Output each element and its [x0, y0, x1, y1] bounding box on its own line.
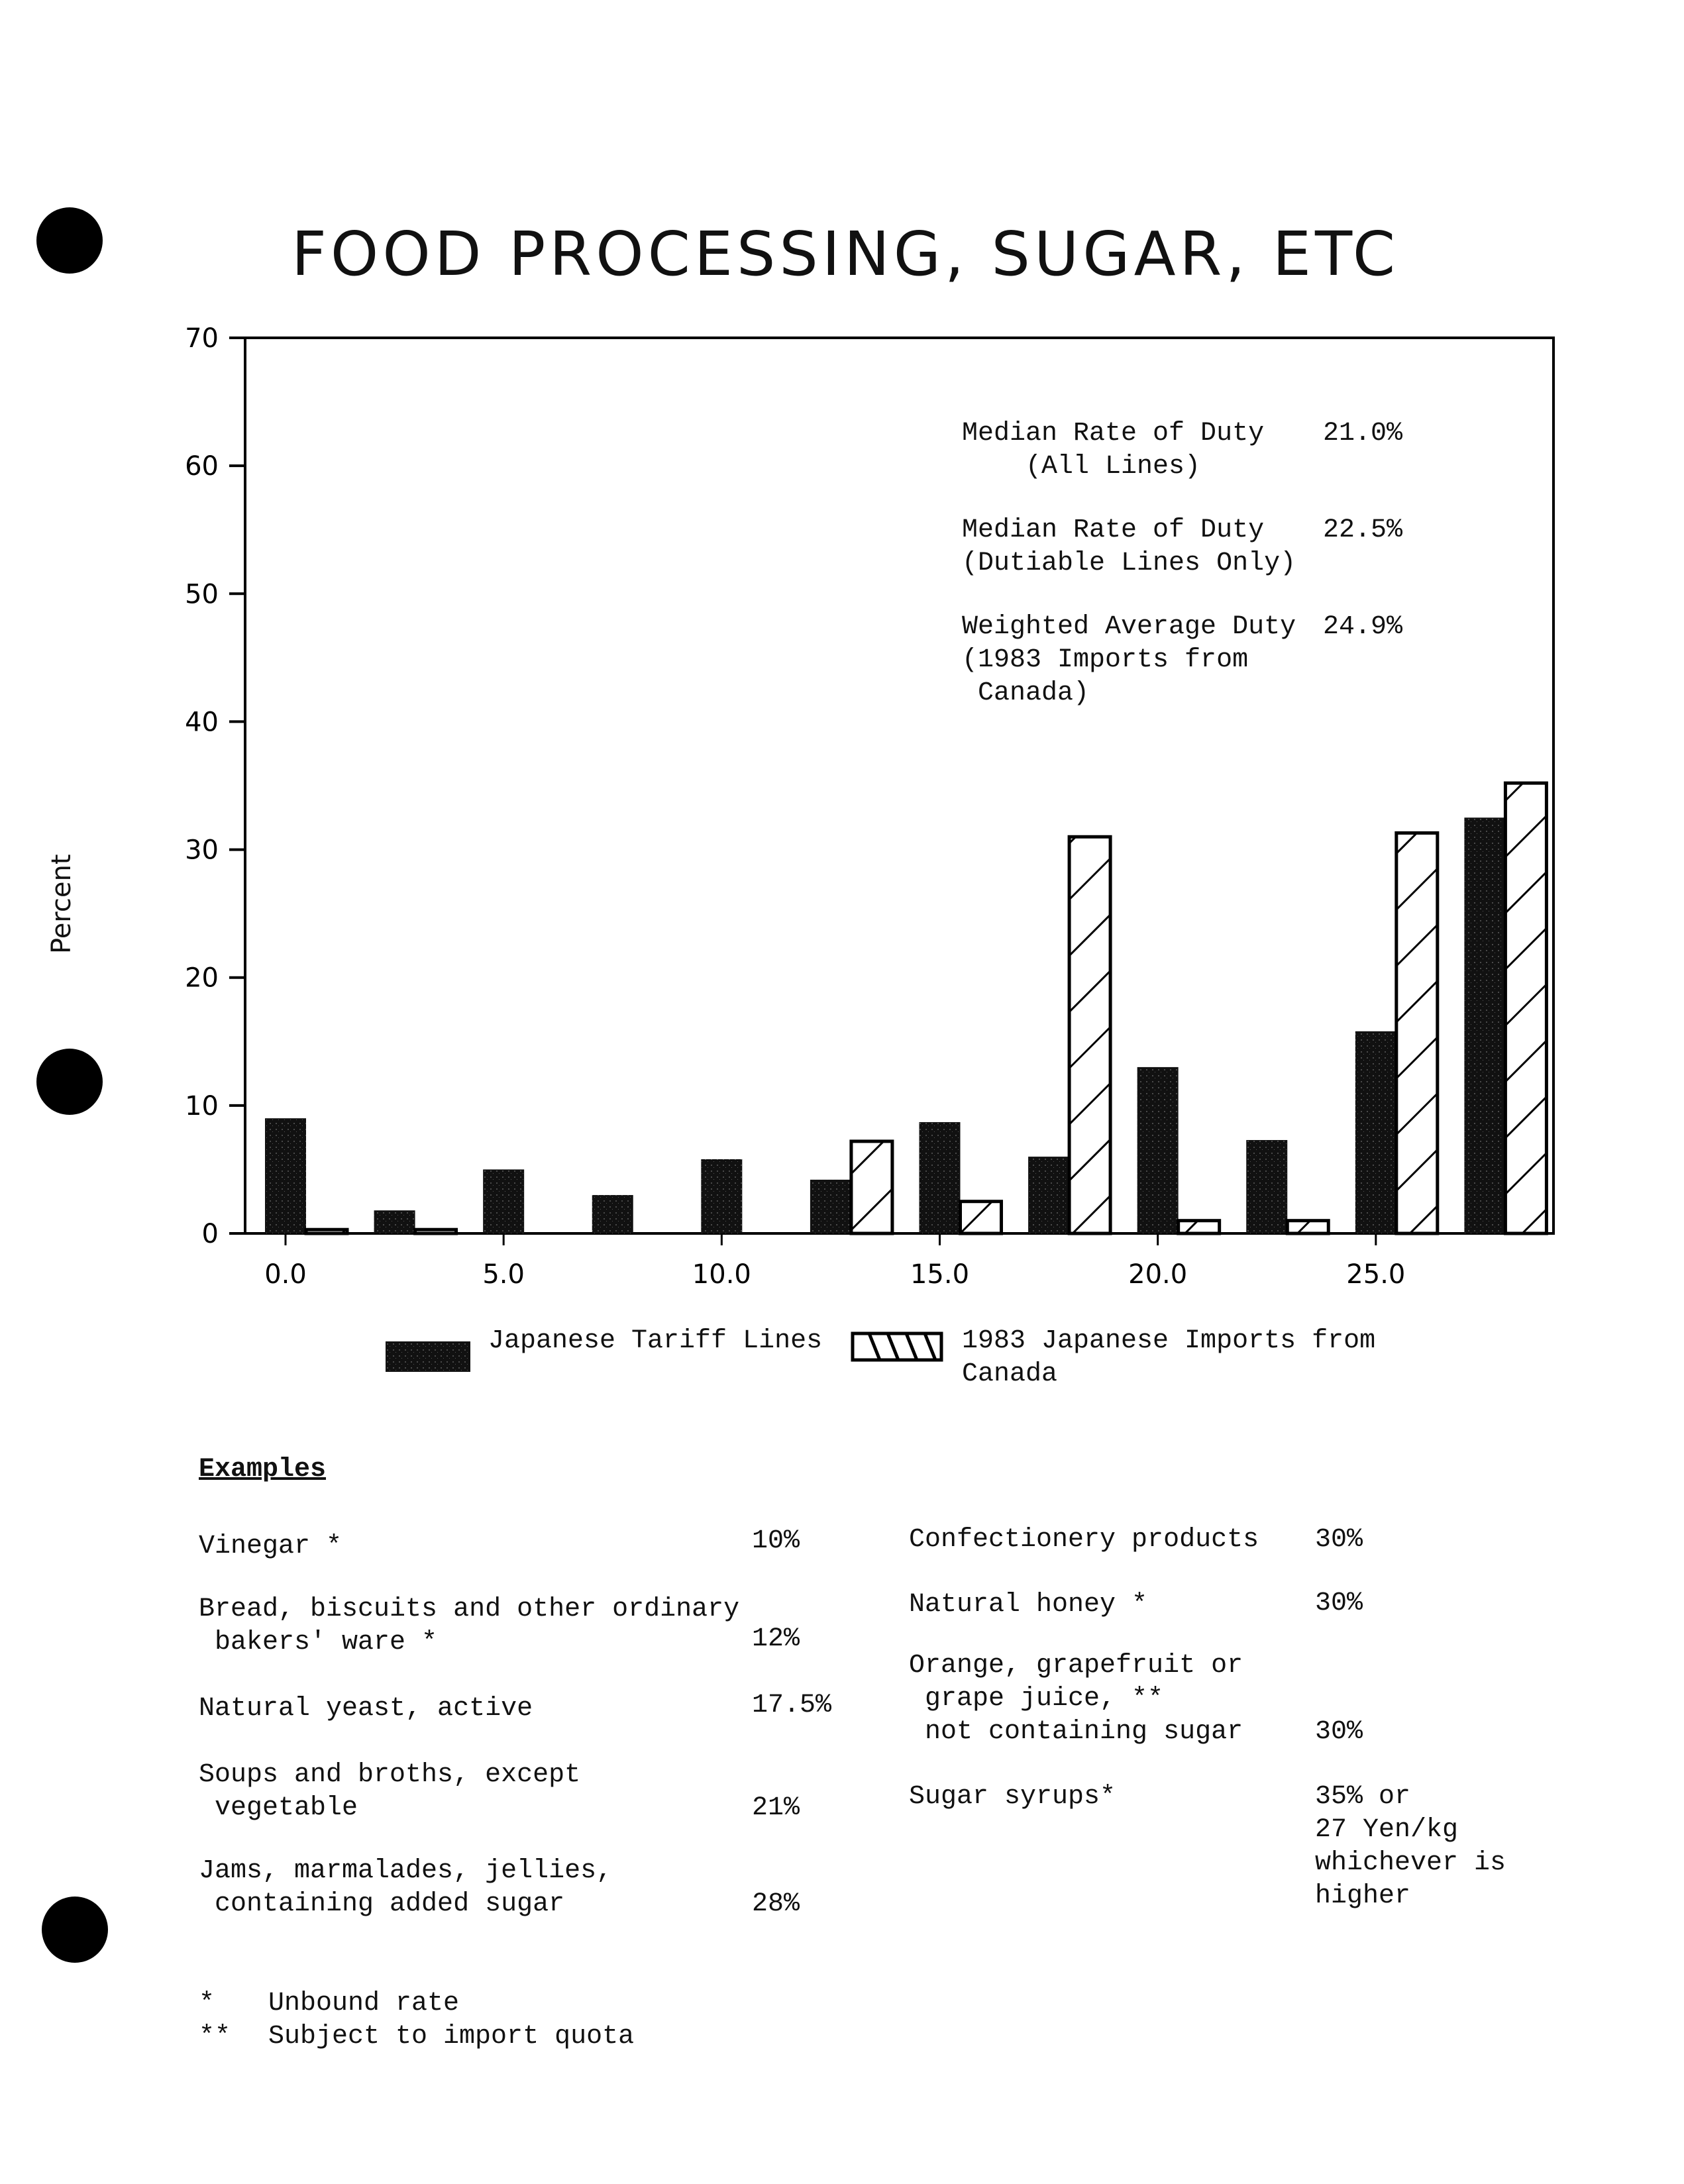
bar-imports-canada — [415, 1229, 456, 1233]
footnote-text: Subject to import quota — [268, 2022, 635, 2052]
stat-value: 22.5% — [1323, 515, 1403, 545]
punch-hole-bottom — [42, 1897, 108, 1963]
example-rate: 35% or 27 Yen/kg whichever is higher — [1315, 1782, 1506, 1911]
example-rate: 30% — [1315, 1525, 1363, 1555]
example-rate: 30% — [1315, 1717, 1363, 1747]
bar-imports-canada — [1287, 1221, 1328, 1233]
legend-label-imports: 1983 Japanese Imports from Canada — [962, 1326, 1376, 1389]
example-name: Bread, biscuits and other ordinary bakers' ware * — [199, 1594, 740, 1657]
y-tick-label: 40 — [185, 707, 219, 738]
bar-imports-canada — [961, 1202, 1002, 1233]
bar-imports-canada — [1505, 783, 1546, 1233]
stat-value: 24.9% — [1323, 612, 1403, 642]
example-name: Soups and broths, except vegetable — [199, 1760, 581, 1823]
bar-imports-canada — [851, 1141, 892, 1233]
stat-label: Median Rate of Duty (Dutiable Lines Only) — [962, 515, 1296, 578]
x-tick-label: 0.0 — [264, 1259, 307, 1290]
bar-tariff-lines — [374, 1210, 415, 1233]
example-rate: 30% — [1315, 1588, 1363, 1618]
y-tick-label: 20 — [185, 962, 219, 994]
stat-label: Median Rate of Duty (All Lines) — [962, 419, 1265, 482]
x-tick-label: 25.0 — [1346, 1259, 1406, 1290]
y-tick-label: 10 — [185, 1090, 219, 1121]
bar-tariff-lines — [1246, 1140, 1287, 1233]
bar-tariff-lines — [265, 1118, 306, 1233]
bar-tariff-lines — [1464, 817, 1505, 1233]
legend-swatch-imports — [851, 1331, 943, 1365]
bar-tariff-lines — [483, 1169, 524, 1233]
bar-imports-canada — [1179, 1221, 1220, 1233]
y-tick-label: 70 — [185, 323, 219, 354]
example-rate: 12% — [752, 1624, 800, 1654]
example-rate: 17.5% — [752, 1690, 832, 1720]
legend-label-tariff: Japanese Tariff Lines — [488, 1326, 823, 1356]
bar-imports-canada — [1069, 837, 1110, 1233]
x-tick-label: 20.0 — [1128, 1259, 1188, 1290]
y-tick-label: 0 — [201, 1219, 219, 1249]
y-tick-label: 30 — [185, 835, 219, 866]
bar-tariff-lines — [810, 1180, 851, 1233]
footnote-mark: * — [199, 1989, 215, 2018]
bar-tariff-lines — [592, 1195, 633, 1233]
examples-heading: Examples — [199, 1455, 327, 1484]
footnote-mark: ** — [199, 2022, 231, 2052]
y-tick-label: 60 — [185, 451, 219, 482]
stat-value: 21.0% — [1323, 419, 1403, 448]
y-tick-label: 50 — [185, 579, 219, 610]
footnote-text: Unbound rate — [268, 1989, 460, 2018]
example-name: Sugar syrups* — [909, 1782, 1116, 1812]
example-name: Natural honey * — [909, 1590, 1148, 1620]
x-tick-label: 15.0 — [910, 1259, 970, 1290]
bar-tariff-lines — [1355, 1031, 1396, 1233]
bar-tariff-lines — [920, 1122, 961, 1233]
example-name: Confectionery products — [909, 1525, 1259, 1555]
bar-imports-canada — [306, 1229, 347, 1233]
example-name: Jams, marmalades, jellies, containing added sugar — [199, 1856, 613, 1919]
stat-label: Weighted Average Duty (1983 Imports from Canada) — [962, 612, 1296, 708]
example-rate: 28% — [752, 1889, 800, 1919]
bar-tariff-lines — [701, 1159, 742, 1233]
x-tick-label: 5.0 — [482, 1259, 525, 1290]
legend-swatch-tariff — [386, 1341, 470, 1372]
y-axis-label: Percent — [46, 854, 77, 954]
example-name: Vinegar * — [199, 1532, 342, 1561]
example-name: Orange, grapefruit or grape juice, ** not containing sugar — [909, 1651, 1243, 1747]
example-rate: 21% — [752, 1793, 800, 1823]
chart-bars — [265, 783, 1546, 1233]
x-tick-label: 10.0 — [692, 1259, 751, 1290]
bar-tariff-lines — [1137, 1067, 1179, 1233]
chart-title: FOOD PROCESSING, SUGAR, ETC — [291, 219, 1400, 289]
example-rate: 10% — [752, 1526, 800, 1556]
example-name: Natural yeast, active — [199, 1694, 533, 1724]
bar-tariff-lines — [1028, 1157, 1069, 1233]
bar-imports-canada — [1396, 833, 1438, 1233]
